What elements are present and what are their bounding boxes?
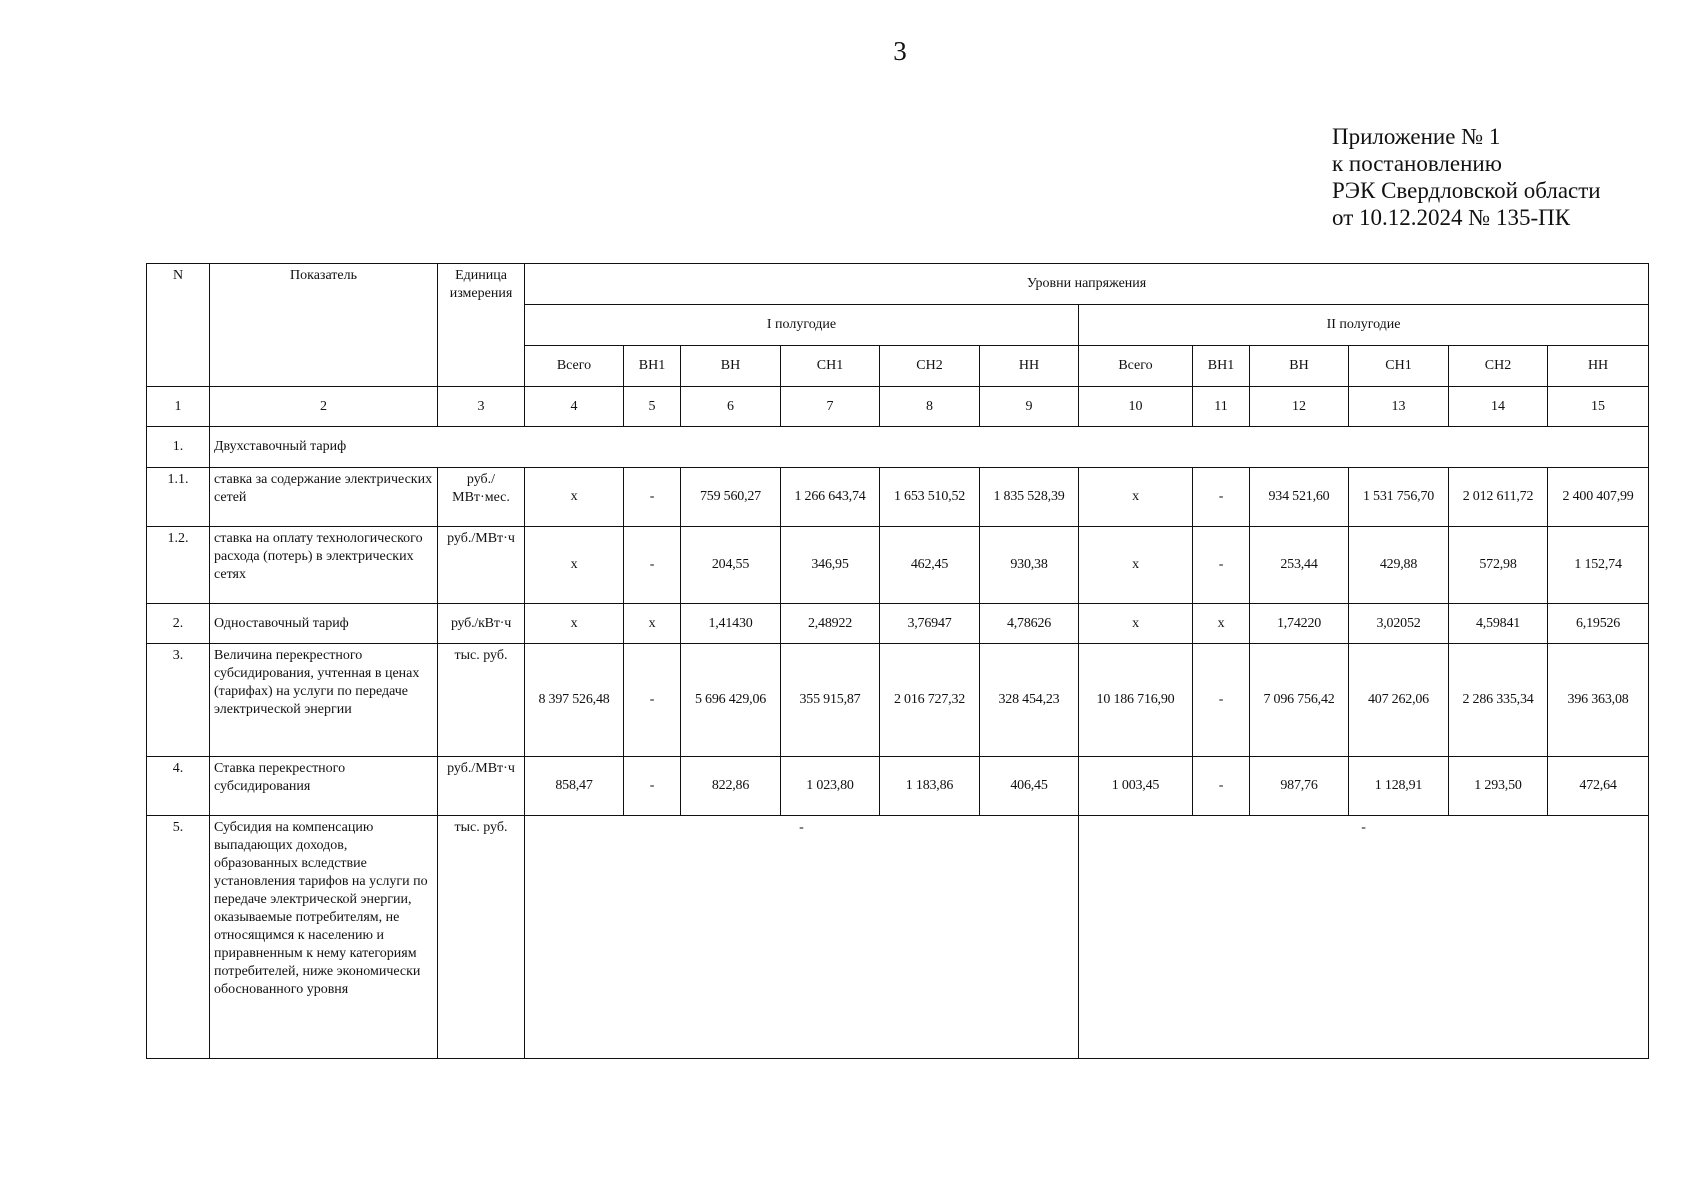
row-number: 1.: [147, 427, 210, 468]
row-value: 1 835 528,39: [980, 468, 1079, 527]
header-half-2: II полугодие: [1079, 305, 1649, 346]
column-number: 1: [147, 387, 210, 427]
row-value: 1 531 756,70: [1349, 468, 1449, 527]
column-number: 8: [880, 387, 980, 427]
level-header: ВН: [1250, 346, 1349, 387]
level-header: НН: [980, 346, 1079, 387]
row-number: 3.: [147, 644, 210, 757]
row-value: 346,95: [781, 527, 880, 604]
row-indicator: Ставка перекрестного субсидирования: [210, 757, 438, 816]
row-unit: руб./МВт·ч: [438, 757, 525, 816]
row-value: 355 915,87: [781, 644, 880, 757]
column-number: 6: [681, 387, 781, 427]
table-row: [147, 468, 1649, 527]
row-unit: тыс. руб.: [438, 816, 525, 1059]
row-value: 7 096 756,42: [1250, 644, 1349, 757]
header-row-1: [147, 264, 1649, 305]
row-value: 406,45: [980, 757, 1079, 816]
header-indicator: Показатель: [210, 264, 438, 387]
row-value: -: [1193, 527, 1250, 604]
appendix-line: к постановлению: [1332, 151, 1502, 176]
row-value: х: [1079, 468, 1193, 527]
table-row: [147, 816, 1649, 1059]
row-number: 1.2.: [147, 527, 210, 604]
row-number: 1.1.: [147, 468, 210, 527]
row-value: 253,44: [1250, 527, 1349, 604]
column-number: 5: [624, 387, 681, 427]
row-value: х: [1079, 527, 1193, 604]
level-header: СН1: [781, 346, 880, 387]
column-number: 9: [980, 387, 1079, 427]
row-value: 1 293,50: [1449, 757, 1548, 816]
row-value: 1 653 510,52: [880, 468, 980, 527]
row-value: 3,76947: [880, 604, 980, 644]
row-value: 858,47: [525, 757, 624, 816]
row-value: 396 363,08: [1548, 644, 1649, 757]
row-indicator: Одноставочный тариф: [210, 604, 438, 644]
column-number: 4: [525, 387, 624, 427]
row-value: -: [624, 468, 681, 527]
page-number: 3: [893, 36, 907, 66]
row-value: 1 152,74: [1548, 527, 1649, 604]
column-number: 15: [1548, 387, 1649, 427]
table-row: [147, 757, 1649, 816]
level-header: ВН1: [624, 346, 681, 387]
table-row: [147, 604, 1649, 644]
row-value: 6,19526: [1548, 604, 1649, 644]
row-value: 8 397 526,48: [525, 644, 624, 757]
header-voltage-levels: Уровни напряжения: [525, 264, 1649, 305]
row-value: 759 560,27: [681, 468, 781, 527]
row-number: 4.: [147, 757, 210, 816]
row-value: х: [525, 604, 624, 644]
appendix-authority: РЭК Свердловской области: [1332, 178, 1601, 203]
tariff-table: [146, 263, 1649, 1059]
row-value: 2 400 407,99: [1548, 468, 1649, 527]
row-value: 328 454,23: [980, 644, 1079, 757]
row-value: 822,86: [681, 757, 781, 816]
row-indicator: Субсидия на компенсацию выпадающих доходов, образованных вследствие установления тарифов на услуги по передаче электрической энергии, оказываемые потребителям, не относящимся к населению и приравненным к нему категориям потребителей, ниже экономически обоснованного уровня: [210, 816, 438, 1059]
row-unit: руб./МВт·мес.: [438, 468, 525, 527]
row-indicator: ставка на оплату технологического расхода (потерь) в электрических сетях: [210, 527, 438, 604]
column-number: 2: [210, 387, 438, 427]
row-value: -: [1193, 644, 1250, 757]
column-number-row: [147, 387, 1649, 427]
row-value: 1 128,91: [1349, 757, 1449, 816]
level-header: НН: [1548, 346, 1649, 387]
row-value: 1 266 643,74: [781, 468, 880, 527]
row-value: 1 183,86: [880, 757, 980, 816]
row-value: 4,78626: [980, 604, 1079, 644]
level-header: СН1: [1349, 346, 1449, 387]
row-value: 2 016 727,32: [880, 644, 980, 757]
row-value: 472,64: [1548, 757, 1649, 816]
row-unit: тыс. руб.: [438, 644, 525, 757]
header-n: N: [147, 264, 210, 387]
row-value: -: [1193, 468, 1250, 527]
row-value: 1,41430: [681, 604, 781, 644]
row-value-half-2: -: [1079, 816, 1649, 1059]
row-indicator: Величина перекрестного субсидирования, учтенная в ценах (тарифах) на услуги по передаче электрической энергии: [210, 644, 438, 757]
column-number: 3: [438, 387, 525, 427]
row-value: 1 003,45: [1079, 757, 1193, 816]
row-unit: руб./кВт·ч: [438, 604, 525, 644]
row-value: -: [624, 644, 681, 757]
row-value: х: [525, 468, 624, 527]
column-number: 14: [1449, 387, 1548, 427]
row-value: 4,59841: [1449, 604, 1548, 644]
column-number: 10: [1079, 387, 1193, 427]
row-value: 429,88: [1349, 527, 1449, 604]
row-number: 5.: [147, 816, 210, 1059]
row-value: х: [624, 604, 681, 644]
level-header: ВН1: [1193, 346, 1250, 387]
appendix-header: [1332, 123, 1601, 231]
row-value: 462,45: [880, 527, 980, 604]
level-header: Всего: [525, 346, 624, 387]
row-unit: руб./МВт·ч: [438, 527, 525, 604]
header-unit: Единица измерения: [438, 264, 525, 387]
row-value: х: [525, 527, 624, 604]
row-value: 2 012 611,72: [1449, 468, 1548, 527]
row-value: 934 521,60: [1250, 468, 1349, 527]
row-indicator: ставка за содержание электрических сетей: [210, 468, 438, 527]
row-value: 930,38: [980, 527, 1079, 604]
row-value: х: [1079, 604, 1193, 644]
column-number: 12: [1250, 387, 1349, 427]
table-row: [147, 644, 1649, 757]
row-value: 204,55: [681, 527, 781, 604]
table-row: [147, 527, 1649, 604]
row-number: 2.: [147, 604, 210, 644]
column-number: 7: [781, 387, 880, 427]
row-value: -: [624, 527, 681, 604]
row-value: -: [624, 757, 681, 816]
appendix-title: Приложение № 1: [1332, 124, 1501, 149]
level-header: Всего: [1079, 346, 1193, 387]
row-value: 10 186 716,90: [1079, 644, 1193, 757]
row-value: х: [1193, 604, 1250, 644]
row-value: 572,98: [1449, 527, 1548, 604]
row-value: 3,02052: [1349, 604, 1449, 644]
column-number: 11: [1193, 387, 1250, 427]
row-value: 2 286 335,34: [1449, 644, 1548, 757]
row-value-half-1: -: [525, 816, 1079, 1059]
section-row-two-rate: [147, 427, 1649, 468]
level-header: СН2: [880, 346, 980, 387]
row-value: 407 262,06: [1349, 644, 1449, 757]
column-number: 13: [1349, 387, 1449, 427]
row-value: 2,48922: [781, 604, 880, 644]
section-title: Двухставочный тариф: [210, 427, 1649, 468]
row-value: 987,76: [1250, 757, 1349, 816]
row-value: 1,74220: [1250, 604, 1349, 644]
row-value: -: [1193, 757, 1250, 816]
level-header: ВН: [681, 346, 781, 387]
level-header: СН2: [1449, 346, 1548, 387]
header-half-1: I полугодие: [525, 305, 1079, 346]
row-value: 5 696 429,06: [681, 644, 781, 757]
row-value: 1 023,80: [781, 757, 880, 816]
appendix-date: от 10.12.2024 № 135-ПК: [1332, 205, 1571, 230]
